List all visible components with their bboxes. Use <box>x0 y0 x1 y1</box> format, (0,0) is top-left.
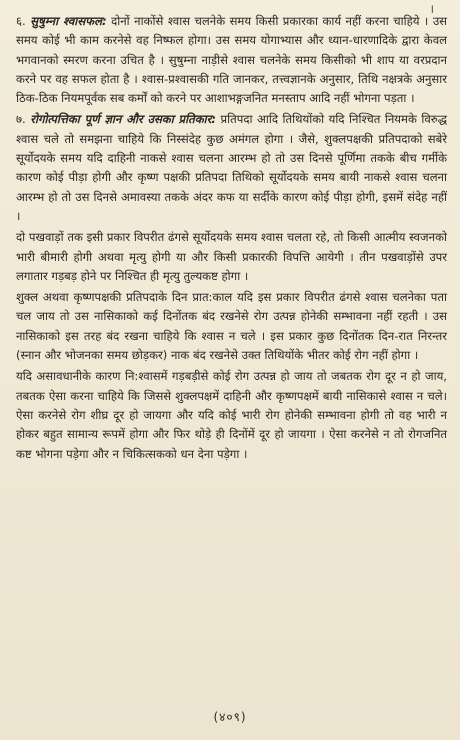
section-6-number: ६. <box>16 14 26 28</box>
section-7-number: ७. <box>16 112 26 127</box>
section-6-heading: सुषुम्ना श्वासफल: <box>30 14 107 28</box>
body-paragraph-4: शुक्ल अथवा कृष्णपक्षकी प्रतिपदाके दिन प्रात:काल यदि इस प्रकार विपरीत ढंगसे श्वास चलनेका पता चल जाय तो उस नासिकाको कई दिनोंतक बंद रखनेसे रोग उत्पन्न होनेकी सम्भावना नहीं रहती । उस नासिकाको इस तरह बंद रखना चाहिये कि श्वास न चले । इस प्रकार कुछ दिनोंतक दिन-रात निरन्तर (स्नान और भोजनका समय छोड़कर) नाक बंद रखनेसे उक्त तिथियोंके भीतर कोई रोग नहीं होगा । <box>16 290 447 363</box>
page-number: (४०९) <box>213 710 247 724</box>
section-6-body: दोनों नाकोंसे श्वास चलनेके समय किसी प्रकारका कार्य नहीं करना चाहिये । उस समय कोई भी काम करनेसे वह निष्फल होगा। उस समय योगाभ्यास और ध्यान-धारणादिके द्वारा केवल भगवानको स्मरण करना उचित है । सुषुम्ना नाड़ीसे श्वास चलनेके समय किसीको भी शाप या वरप्रदान करने पर वह सफल होता है । श्वास-प्रश्वासकी गति जानकर, तत्त्वज्ञानके अनुसार, तिथि नक्षत्रके अनुसार ठिक-ठिक नियमपूर्वक सब कर्मों को करने पर आशाभङ्गजनित मनस्ताप आदि नहीं भोगना पड़ता । <box>16 14 448 106</box>
top-margin-mark: । <box>429 2 434 16</box>
body-paragraph-3: दो पखवाड़ों तक इसी प्रकार विपरीत ढंगसे सूर्योदयके समय श्वास चलता रहे, तो किसी आत्मीय स्वजनको भारी बीमारी होगी अथवा मृत्यु होगी या और किसी प्रकारकी विपत्ति आयेगी । तीन पखवाड़ोंसे उपर लगातार गड़बड़ होने पर निश्चित ही मृत्यु तुल्यकष्ट होगा । <box>16 230 447 283</box>
section-6-paragraph <box>16 12 447 108</box>
section-7-body: प्रतिपदा आदि तिथियोंको यदि निश्चित नियमके विरुद्ध श्वास चले तो समझना चाहिये कि निस्संदेह कुछ अमंगल होगा । जैसे, शुक्लपक्षकी प्रतिपदाको सबेरे सूर्योदयके समय यदि दाहिनी नाकसे श्वास चलना आरम्भ हो तो उस दिनसे पूर्णिमा तकके बीच गर्मीके कारण कोई पीड़ा होगी और कृष्ण पक्षकी प्रतिपदा तिथिको सूर्योदयके समय बायी नाकसे श्वास चलना आरम्भ हो तो उस दिनसे अमावस्या तकके अंदर कफ या सर्दीके कारण कोई पीड़ा होगी, इसमें संदेह नहीं । <box>16 112 447 223</box>
section-7-heading: रोगोत्पत्तिका पूर्ण ज्ञान और उसका प्रतिकार: <box>30 112 217 127</box>
body-paragraph-5: यदि असावधानीके कारण नि:श्वासमें गड़बड़ीसे कोई रोग उत्पन्न हो जाय तो जबतक रोग दूर न हो जाय, तबतक ऐसा करना चाहिये कि जिससे शुक्लपक्षमें दाहिनी और कृष्णपक्षमें बायी नासिकासे श्वास न चले। ऐसा करनेसे रोग शीघ्र दूर हो जायगा और यदि कोई भारी रोग होनेकी सम्भावना होगी तो वह भारी न होकर बहुत सामान्य रूपमें होगा और फिर थोड़े ही दिनोंमें दूर हो जायगा । ऐसा करनेसे न तो रोगजनित कष्ट भोगना पड़ेगा और न चिकित्सकको धन देना पड़ेगा । <box>16 369 447 461</box>
section-7-paragraph <box>16 110 447 226</box>
